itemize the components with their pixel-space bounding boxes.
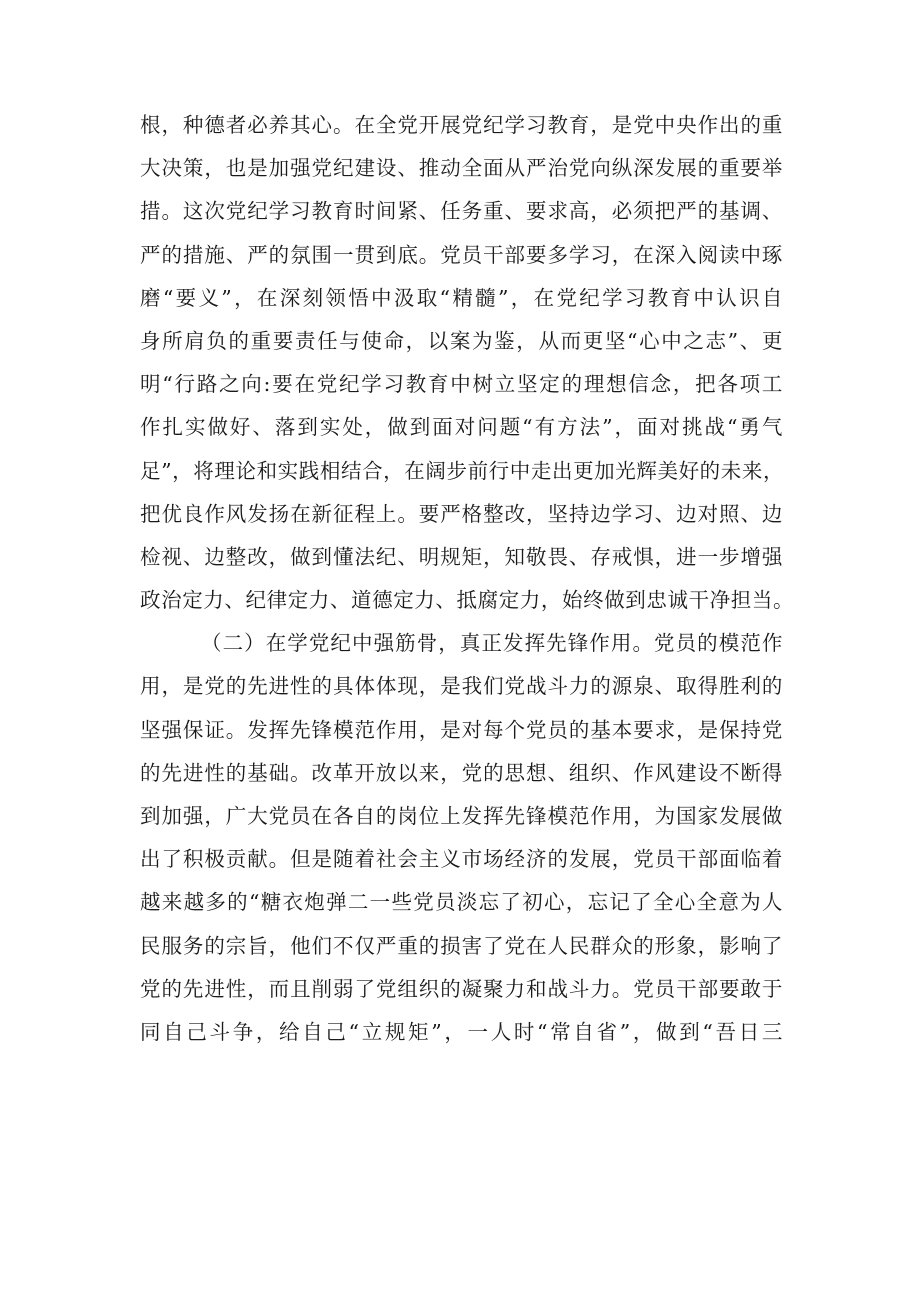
text-line: 根，种德者必养其心。在全党开展党纪学习教育，是党中央作出的重 [140, 113, 783, 137]
section-heading-line: （二）在学党纪中强筋骨，真正发挥先锋作用。党员的模范作 [201, 631, 783, 656]
text-line: 同自己斗争，给自己“立规矩”，一人时“常自省”，做到“吾日三 [140, 1019, 783, 1044]
text-line: 坚强保证。发挥先锋模范作用，是对每个党员的基本要求，是保持党 [140, 717, 783, 742]
text-line: 作扎实做好、落到实处，做到面对问题“有方法”，面对挑战“勇气 [140, 415, 783, 440]
text-line: 大决策，也是加强党纪建设、推动全面从严治党向纵深发展的重要举 [140, 156, 783, 181]
text-line: 检视、边整改，做到懂法纪、明规矩，知敬畏、存戒惧，进一步增强 [140, 544, 783, 569]
text-line: 用，是党的先进性的具体体现，是我们党战斗力的源泉、取得胜利的 [140, 674, 783, 699]
text-line: 身所肩负的重要责任与使命，以案为鉴，从而更坚“心中之志”、更 [140, 328, 783, 353]
text-line: 政治定力、纪律定力、道德定力、抵腐定力，始终做到忠诚干净担当。 [140, 588, 795, 613]
text-line: 措。这次党纪学习教育时间紧、任务重、要求高，必须把严的基调、 [140, 199, 783, 224]
text-line: 到加强，广大党员在各自的岗位上发挥先锋模范作用，为国家发展做 [140, 804, 783, 828]
paragraph-1 [140, 104, 795, 622]
text-line: 把优良作风发扬在新征程上。要严格整改，坚持边学习、边对照、边 [140, 501, 783, 526]
text-line: 越来越多的“糖衣炮弹二一些党员淡忘了初心，忘记了全心全意为人 [140, 890, 783, 915]
text-line: 严的措施、严的氛围一贯到底。党员干部要多学习，在深入阅读中琢 [140, 242, 783, 267]
text-line: 足”，将理论和实践相结合，在阔步前行中走出更加光辉美好的未来， [140, 458, 785, 483]
text-line: 明“行路之向:要在党纪学习教育中树立坚定的理想信念，把各项工 [140, 372, 783, 397]
text-line: 民服务的宗旨，他们不仅严重的损害了党在人民群众的形象，影响了 [140, 933, 783, 958]
document-body [140, 104, 795, 1054]
text-line: 出了积极贡献。但是随着社会主义市场经济的发展，党员干部面临着 [140, 847, 783, 872]
paragraph-2 [140, 622, 783, 1054]
text-line: 的先进性的基础。改革开放以来，党的思想、组织、作风建设不断得 [140, 760, 783, 785]
text-line: 党的先进性，而且削弱了党组织的凝聚力和战斗力。党员干部要敢于 [140, 976, 783, 1001]
text-line: 磨“要义”，在深刻领悟中汲取“精髓”，在党纪学习教育中认识自 [140, 285, 783, 310]
